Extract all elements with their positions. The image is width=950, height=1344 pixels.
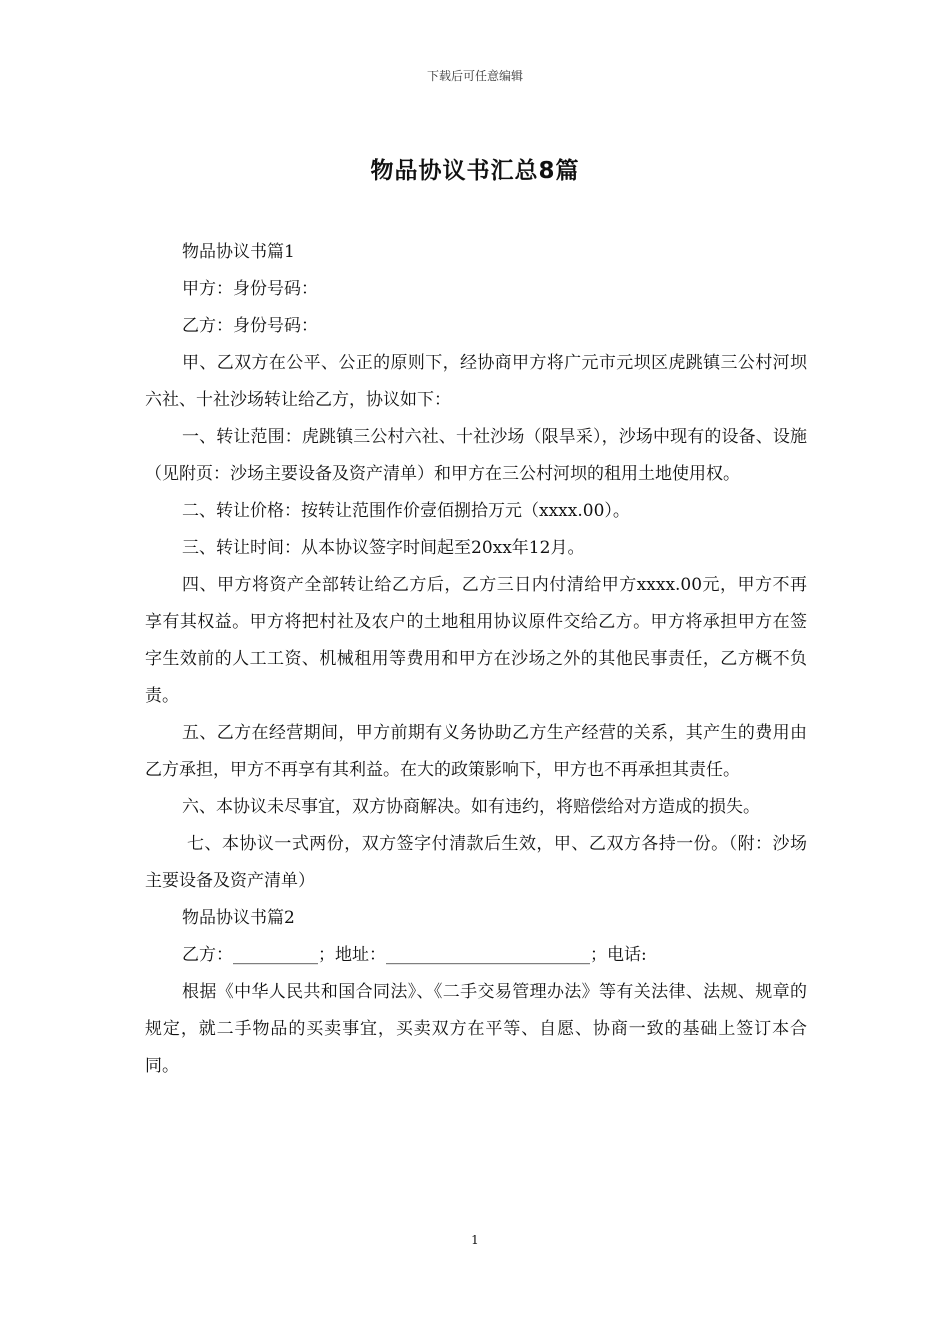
clause-3: 三、转让时间：从本协议签字时间起至20xx年12月。 — [182, 538, 585, 558]
document-title: 物品协议书汇总8篇 — [370, 158, 580, 184]
contract-basis-paragraph: 根据《中华人民共和国合同法》、《二手交易管理办法》等有关法律、法规、规章的规定，就二手物品的买卖事宜，买卖双方在平等、自愿、协商一致的基础上签订本合同。 — [145, 982, 807, 1076]
page-header: 下载后可任意编辑 — [426, 69, 523, 83]
preamble-paragraph: 甲、乙双方在公平、公正的原则下，经协商甲方将广元市元坝区虎跳镇三公村河坝六社、十社沙场转让给乙方，协议如下： — [145, 353, 807, 410]
party-b-line: 乙方：身份号码： — [182, 316, 318, 336]
clause-6: 六、本协议未尽事宜，双方协商解决。如有违约，将赔偿给对方造成的损失。 — [182, 797, 760, 817]
clause-1: 一、转让范围：虎跳镇三公村六社、十社沙场（限旱采），沙场中现有的设备、设施（见附页：沙场主要设备及资产清单）和甲方在三公村河坝的租用土地使用权。 — [145, 427, 807, 484]
clause-5: 五、乙方在经营期间，甲方前期有义务协助乙方生产经营的关系，其产生的费用由乙方承担，甲方不再享有其利益。在大的政策影响下，甲方也不再承担其责任。 — [145, 723, 807, 780]
page-number: 1 — [471, 1233, 479, 1247]
party-b-info-line: 乙方：__________；地址：________________________；电话: — [182, 945, 647, 965]
section-heading-2: 物品协议书篇2 — [182, 908, 295, 928]
clause-7: 七、本协议一式两份，双方签字付清款后生效，甲、乙双方各持一份。（附：沙场主要设备及资产清单） — [145, 834, 807, 891]
clause-4: 四、甲方将资产全部转让给乙方后，乙方三日内付清给甲方xxxx.00元，甲方不再享有其权益。甲方将把村社及农户的土地租用协议原件交给乙方。甲方将承担甲方在签字生效前的人工工资、机械租用等费用和甲方在沙场之外的其他民事责任，乙方概不负责。 — [145, 575, 807, 706]
clause-2: 二、转让价格：按转让范围作价壹佰捌拾万元（xxxx.00）。 — [182, 501, 630, 521]
party-a-line: 甲方：身份号码： — [182, 279, 318, 299]
document-body — [145, 234, 807, 1085]
section-heading-1: 物品协议书篇1 — [182, 242, 295, 262]
